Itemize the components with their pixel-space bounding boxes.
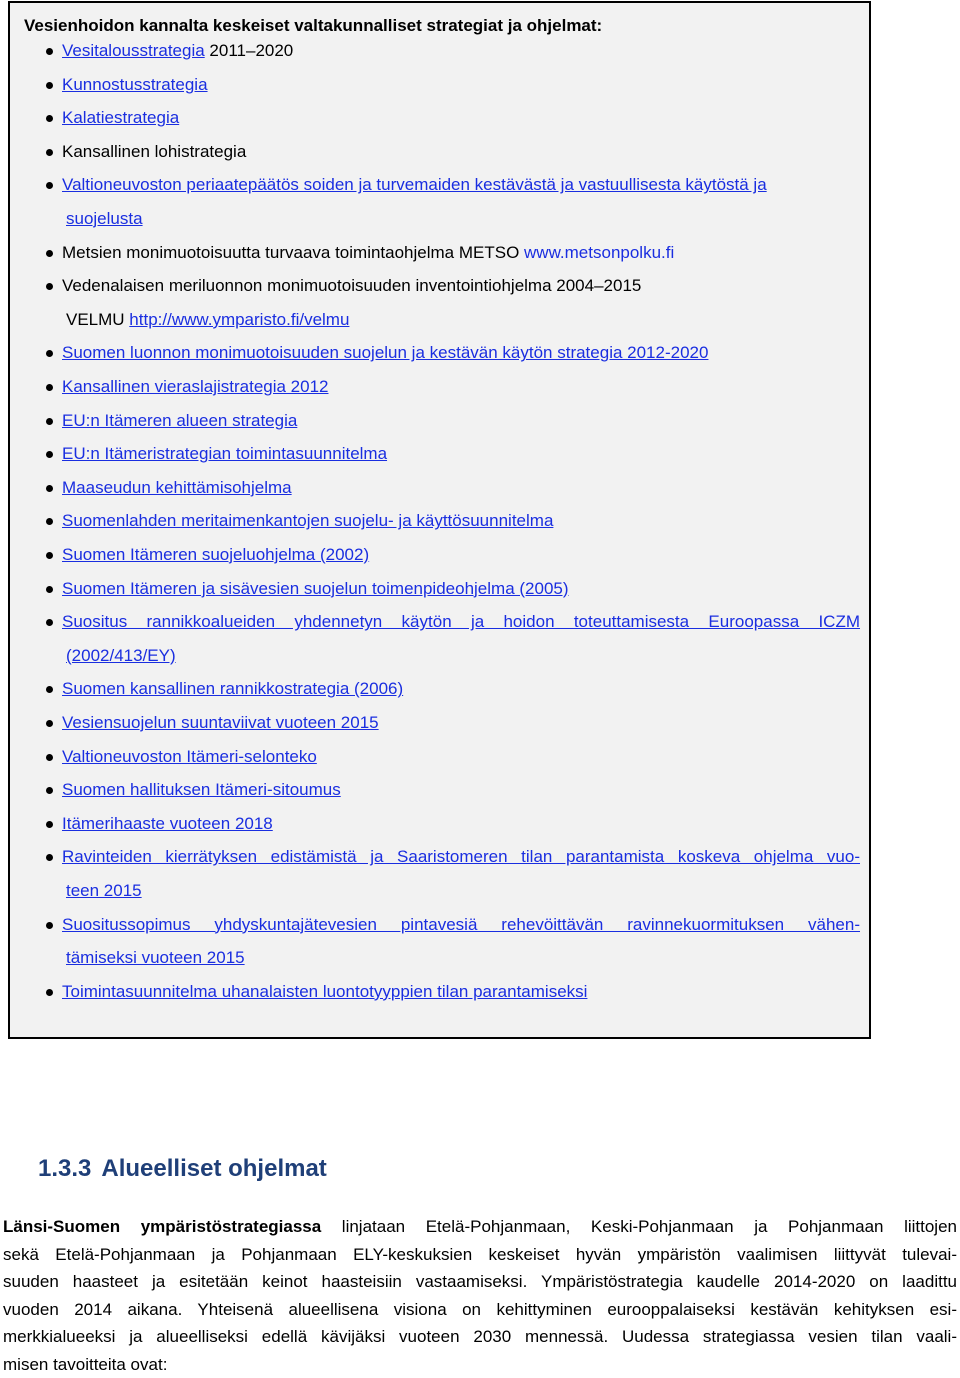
paragraph-text: linjataan Etelä-Pohjanmaan, Keski-Pohjanmaan ja Pohjanmaan liittojen bbox=[321, 1217, 957, 1236]
bullet-icon bbox=[46, 115, 53, 122]
bullet-icon bbox=[46, 283, 53, 290]
paragraph-line: suuden haasteet ja esitetään keinot haasteisiin vastaamiseksi. Ympäristöstrategia kaudelle 2014-2020 on laadittu bbox=[3, 1268, 957, 1296]
list-item bbox=[62, 510, 553, 532]
bullet-icon bbox=[46, 787, 53, 794]
list-item-continuation bbox=[66, 208, 143, 230]
item-text: 2011–2020 bbox=[205, 41, 294, 60]
item-text: Vedenalaisen meriluonnon monimuotoisuuden inventointiohjelma 2004–2015 bbox=[62, 276, 641, 295]
list-item-continuation bbox=[66, 309, 349, 331]
list-item bbox=[62, 141, 246, 163]
bullet-icon bbox=[46, 989, 53, 996]
strategy-link[interactable]: Kunnostusstrategia bbox=[62, 75, 208, 94]
list-item bbox=[62, 611, 860, 633]
strategy-link[interactable]: Suomen hallituksen Itämeri-sitoumus bbox=[62, 780, 341, 799]
strategy-link[interactable]: teen 2015 bbox=[66, 881, 142, 900]
list-item bbox=[62, 746, 317, 768]
list-item-continuation bbox=[66, 645, 176, 667]
bullet-icon bbox=[46, 250, 53, 257]
bullet-icon bbox=[46, 586, 53, 593]
list-item bbox=[62, 678, 403, 700]
bullet-icon bbox=[46, 149, 53, 156]
section-title: Alueelliset ohjelmat bbox=[101, 1155, 326, 1182]
strategy-link[interactable]: Suositus rannikkoalueiden yhdennetyn käytön ja hoidon toteuttamisesta Euroopassa ICZM bbox=[62, 612, 860, 631]
strategy-link[interactable]: http://www.ymparisto.fi/velmu bbox=[129, 310, 349, 329]
list-item-continuation bbox=[66, 947, 245, 969]
strategy-link[interactable]: EU:n Itämeristrategian toimintasuunnitelma bbox=[62, 444, 387, 463]
strategy-link[interactable]: Suomen Itämeren suojeluohjelma (2002) bbox=[62, 545, 369, 564]
paragraph-line: sekä Etelä-Pohjanmaan ja Pohjanmaan ELY-keskuksien keskeiset hyvän ympäristön vaalimisen liittyvät tulevai- bbox=[3, 1241, 957, 1269]
list-item bbox=[62, 410, 297, 432]
section-heading bbox=[38, 1155, 327, 1183]
strategy-link[interactable]: Suositussopimus yhdyskuntajätevesien pintavesiä rehevöittävän ravinnekuormituksen vähen- bbox=[62, 915, 860, 934]
list-item bbox=[62, 712, 379, 734]
bullet-icon bbox=[46, 485, 53, 492]
bullet-icon bbox=[46, 418, 53, 425]
strategy-link[interactable]: Valtioneuvoston periaatepäätös soiden ja turvemaiden kestävästä ja vastuullisesta käytöstä ja bbox=[62, 175, 767, 194]
list-item bbox=[62, 74, 208, 96]
strategy-link[interactable]: Toimintasuunnitelma uhanalaisten luontotyyppien tilan parantamiseksi bbox=[62, 982, 587, 1001]
paragraph-line: misen tavoitteita ovat: bbox=[3, 1351, 957, 1378]
bullet-icon bbox=[46, 821, 53, 828]
list-item bbox=[62, 107, 179, 129]
strategies-box bbox=[8, 1, 871, 1039]
paragraph-line bbox=[3, 1213, 957, 1241]
bullet-icon bbox=[46, 854, 53, 861]
strategy-link[interactable]: Valtioneuvoston Itämeri-selonteko bbox=[62, 747, 317, 766]
strategy-link[interactable]: Kansallinen vieraslajistrategia 2012 bbox=[62, 377, 329, 396]
bullet-icon bbox=[46, 552, 53, 559]
section-number: 1.3.3 bbox=[38, 1155, 91, 1182]
strategy-link[interactable]: Vesitalousstrategia bbox=[62, 41, 205, 60]
strategy-link[interactable]: Vesiensuojelun suuntaviivat vuoteen 2015 bbox=[62, 713, 379, 732]
bullet-icon bbox=[46, 182, 53, 189]
item-text: VELMU bbox=[66, 310, 129, 329]
item-text: Metsien monimuotoisuutta turvaava toimintaohjelma METSO bbox=[62, 243, 524, 262]
strategy-link[interactable]: (2002/413/EY) bbox=[66, 646, 176, 665]
paragraph-bold-lead: Länsi-Suomen ympäristöstrategiassa bbox=[3, 1217, 321, 1236]
list-item bbox=[62, 174, 767, 196]
strategy-link[interactable]: Suomen Itämeren ja sisävesien suojelun toimenpideohjelma (2005) bbox=[62, 579, 569, 598]
bullet-icon bbox=[46, 451, 53, 458]
list-item bbox=[62, 275, 641, 297]
strategy-link[interactable]: Kalatiestrategia bbox=[62, 108, 179, 127]
bullet-icon bbox=[46, 82, 53, 89]
box-title: Vesienhoidon kannalta keskeiset valtakunnalliset strategiat ja ohjelmat: bbox=[24, 16, 602, 36]
strategy-list bbox=[10, 3, 869, 1037]
bullet-icon bbox=[46, 686, 53, 693]
list-item bbox=[62, 914, 860, 936]
list-item-continuation bbox=[66, 880, 142, 902]
strategy-link[interactable]: Suomen kansallinen rannikkostrategia (2006) bbox=[62, 679, 403, 698]
bullet-icon bbox=[46, 518, 53, 525]
bullet-icon bbox=[46, 619, 53, 626]
list-item bbox=[62, 477, 292, 499]
list-item bbox=[62, 242, 674, 264]
strategy-link[interactable]: Suomen luonnon monimuotoisuuden suojelun ja kestävän käytön strategia 2012-2020 bbox=[62, 343, 708, 362]
item-text: Kansallinen lohistrategia bbox=[62, 142, 246, 161]
paragraph-line: vuoden 2014 aikana. Yhteisenä alueellisena visiona on kehittyminen eurooppalaiseksi kestävän kehityksen esi- bbox=[3, 1296, 957, 1324]
list-item bbox=[62, 981, 587, 1003]
strategy-link[interactable]: EU:n Itämeren alueen strategia bbox=[62, 411, 297, 430]
list-item bbox=[62, 846, 860, 868]
list-item bbox=[62, 779, 341, 801]
bullet-icon bbox=[46, 922, 53, 929]
strategy-link[interactable]: suojelusta bbox=[66, 209, 143, 228]
bullet-icon bbox=[46, 350, 53, 357]
list-item bbox=[62, 40, 293, 62]
strategy-link[interactable]: Suomenlahden meritaimenkantojen suojelu- ja käyttösuunnitelma bbox=[62, 511, 553, 530]
list-item bbox=[62, 544, 369, 566]
list-item bbox=[62, 342, 708, 364]
body-paragraph bbox=[3, 1213, 957, 1378]
strategy-link[interactable]: Maaseudun kehittämisohjelma bbox=[62, 478, 292, 497]
bullet-icon bbox=[46, 754, 53, 761]
bullet-icon bbox=[46, 384, 53, 391]
paragraph-line: merkkialueeksi ja alueelliseksi edellä kävijäksi vuoteen 2030 mennessä. Uudessa strategiassa vesien tilan vaali- bbox=[3, 1323, 957, 1351]
list-item bbox=[62, 376, 329, 398]
strategy-link[interactable]: Itämerihaaste vuoteen 2018 bbox=[62, 814, 273, 833]
list-item bbox=[62, 578, 569, 600]
bullet-icon bbox=[46, 48, 53, 55]
list-item bbox=[62, 813, 273, 835]
strategy-link[interactable]: tämiseksi vuoteen 2015 bbox=[66, 948, 245, 967]
strategy-link[interactable]: Ravinteiden kierrätyksen edistämistä ja Saaristomeren tilan parantamista koskeva ohjelma vuo- bbox=[62, 847, 860, 866]
strategy-link[interactable]: www.metsonpolku.fi bbox=[524, 243, 674, 262]
list-item bbox=[62, 443, 387, 465]
bullet-icon bbox=[46, 720, 53, 727]
